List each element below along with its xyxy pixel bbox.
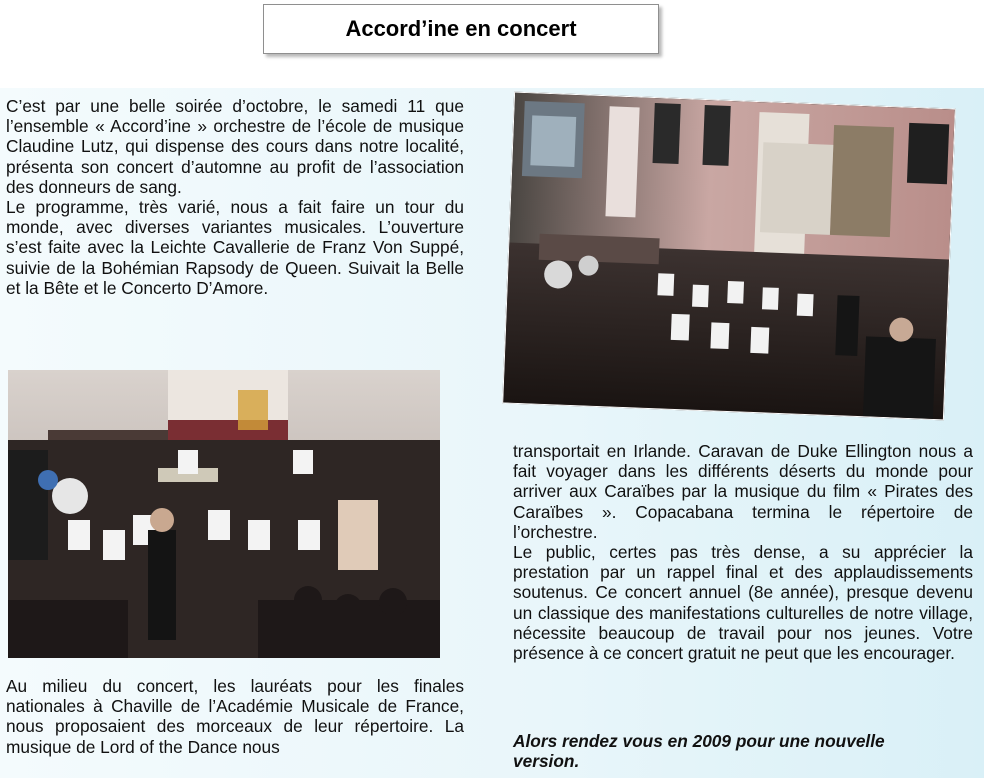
article-text-right-bottom	[513, 441, 973, 663]
paragraph-public: Le public, certes pas très dense, a su apprécier la prestation par un rappel final et des applaudissements soutenus. Ce concert annuel (8e année), presque devenu un classique des manifestations culturelles de notre village, nécessite beaucoup de travail pour nos jeunes. Votre présence à ce concert gratuit ne peut que les encourager.	[513, 542, 973, 664]
paragraph-middle: Au milieu du concert, les lauréats pour les finales nationales à Chaville de l’Académie Musicale de France, nous proposaient des morceaux de leur répertoire. La musique de Lord of the Dance nous	[6, 676, 464, 757]
closing-line-2: version.	[513, 751, 580, 772]
paragraph-continued: transportait en Irlande. Caravan de Duke Ellington nous a fait voyager dans les différents déserts du monde pour arriver aux Caraïbes par la musique du film « Pirates des Caraïbes ». Copacabana termina le répertoire de l’orchestre.	[513, 441, 973, 542]
concert-photo-right-image	[503, 93, 955, 420]
concert-photo-right	[502, 92, 956, 421]
article-title-box	[263, 4, 659, 54]
article-title: Accord’ine en concert	[345, 16, 577, 41]
concert-photo-left-image	[8, 370, 440, 658]
article-text-left-top	[6, 96, 464, 298]
concert-photo-left	[8, 370, 440, 658]
closing-line-1: Alors rendez vous en 2009 pour une nouvelle	[513, 731, 885, 751]
closing-statement	[513, 731, 973, 772]
paragraph-intro: C’est par une belle soirée d’octobre, le samedi 11 que l’ensemble « Accord’ine » orchestre de l’école de musique Claudine Lutz, qui dispense des cours dans notre localité, présenta son concert d’automne au profit de l’association des donneurs de sang.	[6, 96, 464, 197]
paragraph-program: Le programme, très varié, nous a fait faire un tour du monde, avec diverses variantes musicales. L’ouverture s’est faite avec la Leichte Cavallerie de Franz Von Suppé, suivie de la Bohémian Rapsody de Queen. Suivait la Belle et la Bête et le Concerto D’Amore.	[6, 197, 464, 298]
